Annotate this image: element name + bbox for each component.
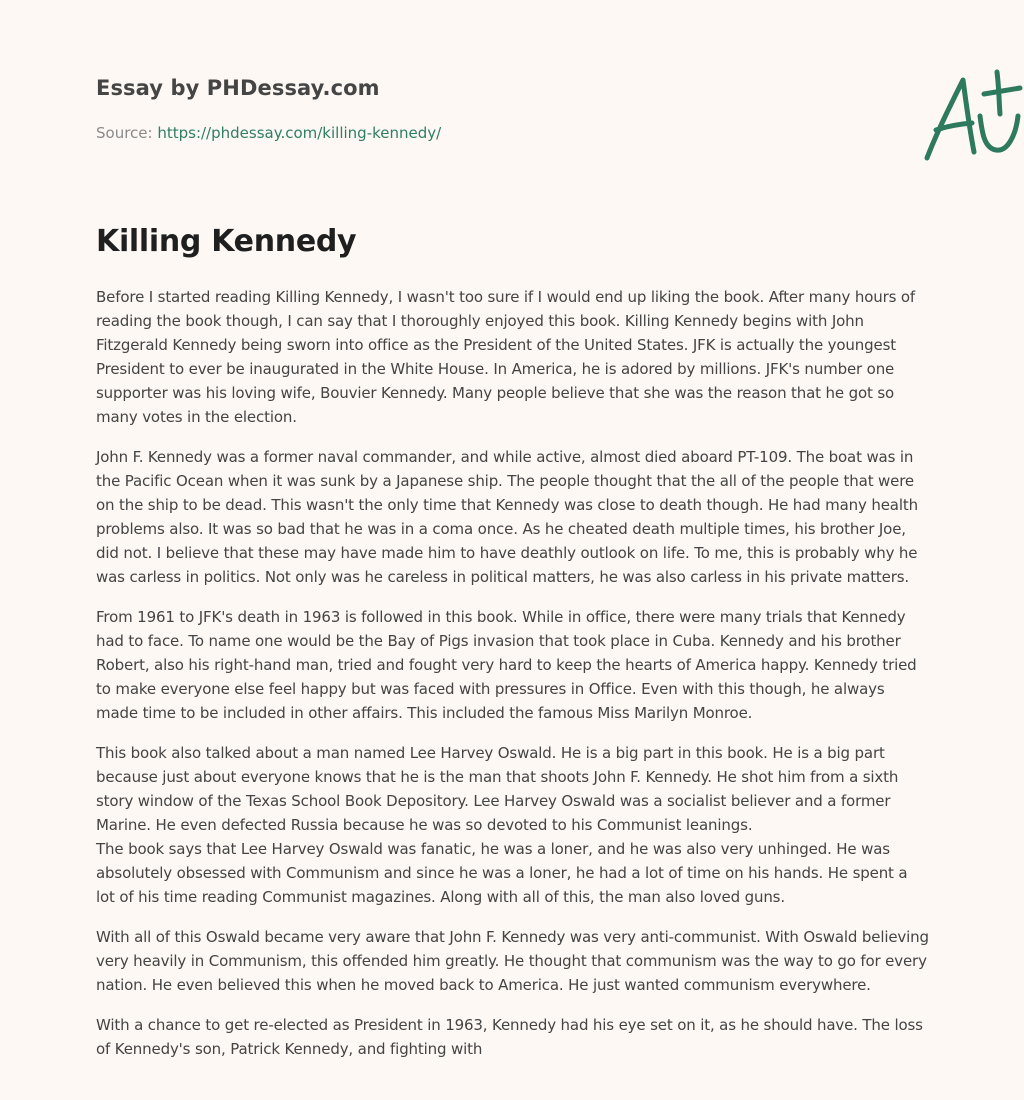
essay-paragraph: With all of this Oswald became very aware that John F. Kennedy was very anti-communist. With Oswald believing very heavily in Communism, this offended him greatly. He thought that communism was the way to go for every nation. He even believed this when he moved back to America. He just wanted communism everywhere. — [96, 928, 929, 994]
essay-paragraph: John F. Kennedy was a former naval commander, and while active, almost died aboard PT-109. The boat was in the Pacific Ocean when it was sunk by a Japanese ship. The people thought that the all of the people that were on the ship to be dead. This wasn't the only time that Kennedy was close to death though. He had many health problems also. It was so bad that he was in a coma once. As he cheated death multiple times, his brother Joe, did not. I believe that these may have made him to have deathly outlook on life. To me, this is probably why he was carless in politics. Not only was he careless in political matters, he was also carless in his private matters. — [96, 448, 918, 586]
essay-paragraph: The book says that Lee Harvey Oswald was fanatic, he was a loner, and he was also very unhinged. He was absolutely obsessed with Communism and since he was a loner, he had a lot of time on his hands. He spent a lot of his time reading Communist magazines. Along with all of this, the man also loved guns. — [96, 840, 908, 906]
site-brand: Essay by PHDessay.com — [96, 76, 380, 100]
source-label: Source: — [96, 124, 158, 142]
essay-paragraph: Before I started reading Killing Kennedy, I wasn't too sure if I would end up liking the book. After many hours of reading the book though, I can say that I thoroughly enjoyed this book. Killing Kennedy begins with John Fitzgerald Kennedy being sworn into office as the President of the United States. JFK is actually the youngest President to ever be inaugurated in the White House. In America, he is adored by millions. JFK's number one supporter was his loving wife, Bouvier Kennedy. Many people believe that she was the reason that he got so many votes in the election. — [96, 288, 916, 426]
essay-paragraph: With a chance to get re-elected as President in 1963, Kennedy had his eye set on it, as he should have. The loss of Kennedy's son, Patrick Kennedy, and fighting with — [96, 1016, 923, 1058]
essay-body — [96, 285, 930, 1077]
essay-title: Killing Kennedy — [96, 224, 357, 259]
source-link[interactable]: https://phdessay.com/killing-kennedy/ — [157, 124, 442, 142]
essay-paragraph: From 1961 to JFK's death in 1963 is followed in this book. While in office, there were many trials that Kennedy had to face. To name one would be the Bay of Pigs invasion that took place in Cuba. Kennedy and his brother Robert, also his right-hand man, tried and fought very hard to keep the hearts of America happy. Kennedy tried to make everyone else feel happy but was faced with pressures in Office. Even with this though, he always made time to be included in other affairs. This included the famous Miss Marilyn Monroe. — [96, 608, 917, 722]
source-line — [96, 124, 441, 142]
essay-paragraph: This book also talked about a man named Lee Harvey Oswald. He is a big part in this book. He is a big part because just about everyone knows that he is the man that shoots John F. Kennedy. He shot him from a sixth story window of the Texas School Book Depository. Lee Harvey Oswald was a socialist believer and a former Marine. He even defected Russia because he was so devoted to his Communist leanings. — [96, 744, 899, 834]
a-plus-grade-icon — [920, 66, 1024, 164]
